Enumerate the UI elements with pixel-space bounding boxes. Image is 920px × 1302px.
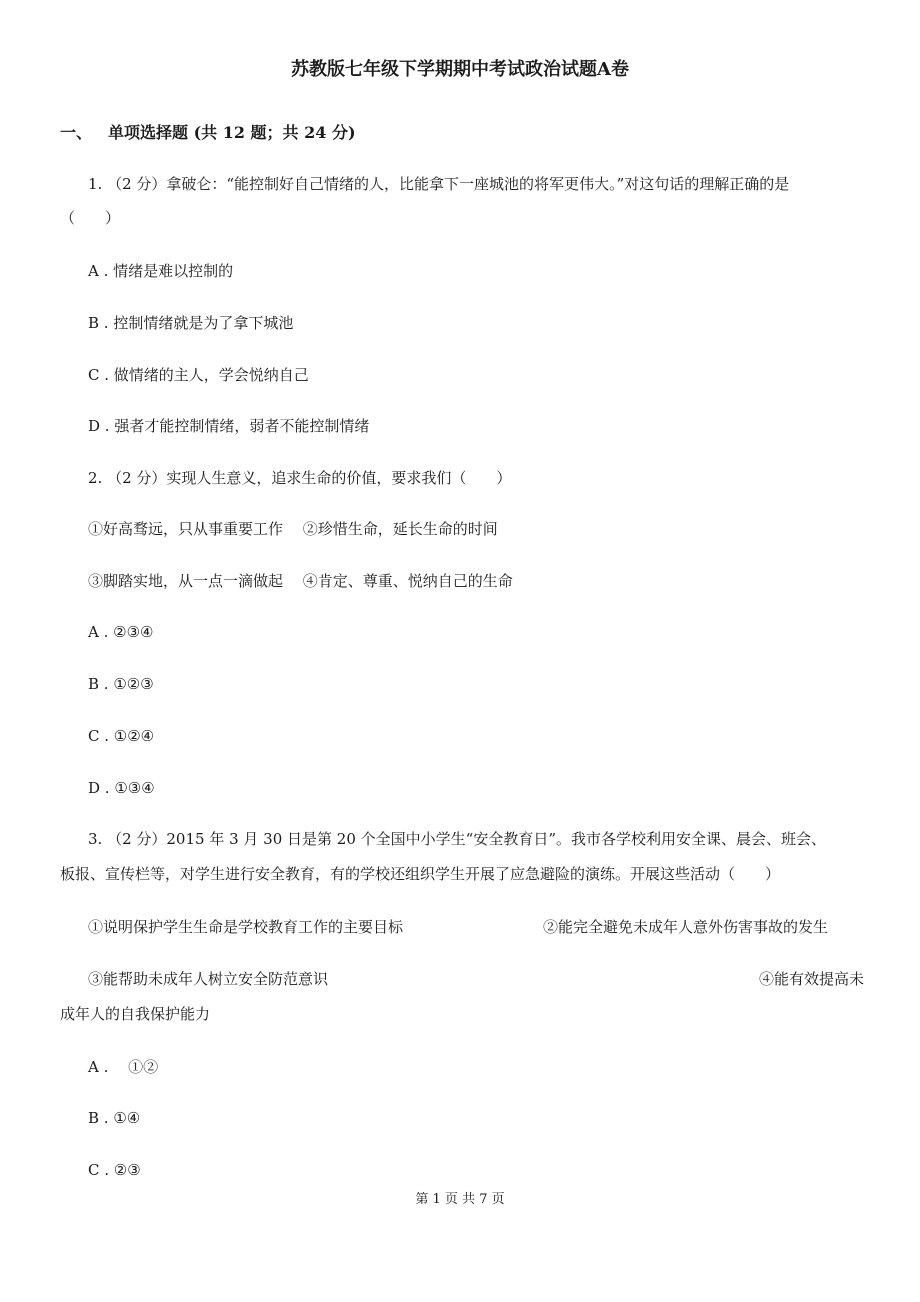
- q2-option-c: C . ①②④: [88, 727, 155, 745]
- q3-item-3: ③能帮助未成年人树立安全防范意识: [88, 970, 329, 988]
- q1-stem-line1: 1. （2 分）拿破仑：“能控制好自己情绪的人，比能拿下一座城池的将军更伟大。”对这句话的理解正确的是: [88, 175, 790, 193]
- q3-option-b: B . ①④: [88, 1109, 141, 1127]
- q3-stem-line1: 3. （2 分）2015 年 3 月 30 日是第 20 个全国中小学生“安全教育日”。我市各学校利用安全课、晨会、班会、: [88, 830, 826, 848]
- section-heading: [60, 123, 356, 143]
- q3-items-row1: [88, 917, 828, 937]
- q2-items-line1: ①好高骛远，只从事重要工作 ②珍惜生命，延长生命的时间: [88, 520, 498, 538]
- section-number: 一、: [60, 123, 93, 142]
- q2-stem: 2. （2 分）实现人生意义，追求生命的价值，要求我们（ ）: [88, 469, 512, 487]
- q3-item-1: ①说明保护学生生命是学校教育工作的主要目标: [88, 918, 404, 936]
- q3-stem-line2: 板报、宣传栏等，对学生进行安全教育，有的学校还组织学生开展了应急避险的演练。开展这些活动（ ）: [60, 865, 781, 883]
- q3-item-2: ②能完全避免未成年人意外伤害事故的发生: [542, 918, 828, 936]
- q3-items-row2: [88, 969, 864, 989]
- q2-option-a: A . ②③④: [88, 623, 154, 641]
- q2-items-line2: ③脚踏实地，从一点一滴做起 ④肯定、尊重、悦纳自己的生命: [88, 572, 513, 590]
- q2-option-b: B . ①②③: [88, 675, 154, 693]
- q1-option-d: D . 强者才能控制情绪，弱者不能控制情绪: [88, 417, 370, 435]
- q1-option-c: C . 做情绪的主人，学会悦纳自己: [88, 366, 309, 384]
- q3-option-a: A . ①②: [88, 1058, 159, 1076]
- q3-option-c: C . ②③: [88, 1161, 141, 1179]
- q1-option-b: B . 控制情绪就是为了拿下城池: [88, 314, 294, 332]
- section-label: 单项选择题 (共 12 题；共 24 分): [108, 123, 356, 142]
- page-title: 苏教版七年级下学期期中考试政治试题A卷: [291, 59, 629, 80]
- q2-option-d: D . ①③④: [88, 779, 155, 797]
- q3-item-4-start: ④能有效提高未: [758, 970, 864, 988]
- q3-item-4-end: 成年人的自我保护能力: [60, 1005, 211, 1023]
- q1-stem-line2: （ ）: [60, 209, 121, 227]
- q1-option-a: A . 情绪是难以控制的: [88, 262, 234, 280]
- page-footer: 第 1 页 共 7 页: [415, 1192, 505, 1207]
